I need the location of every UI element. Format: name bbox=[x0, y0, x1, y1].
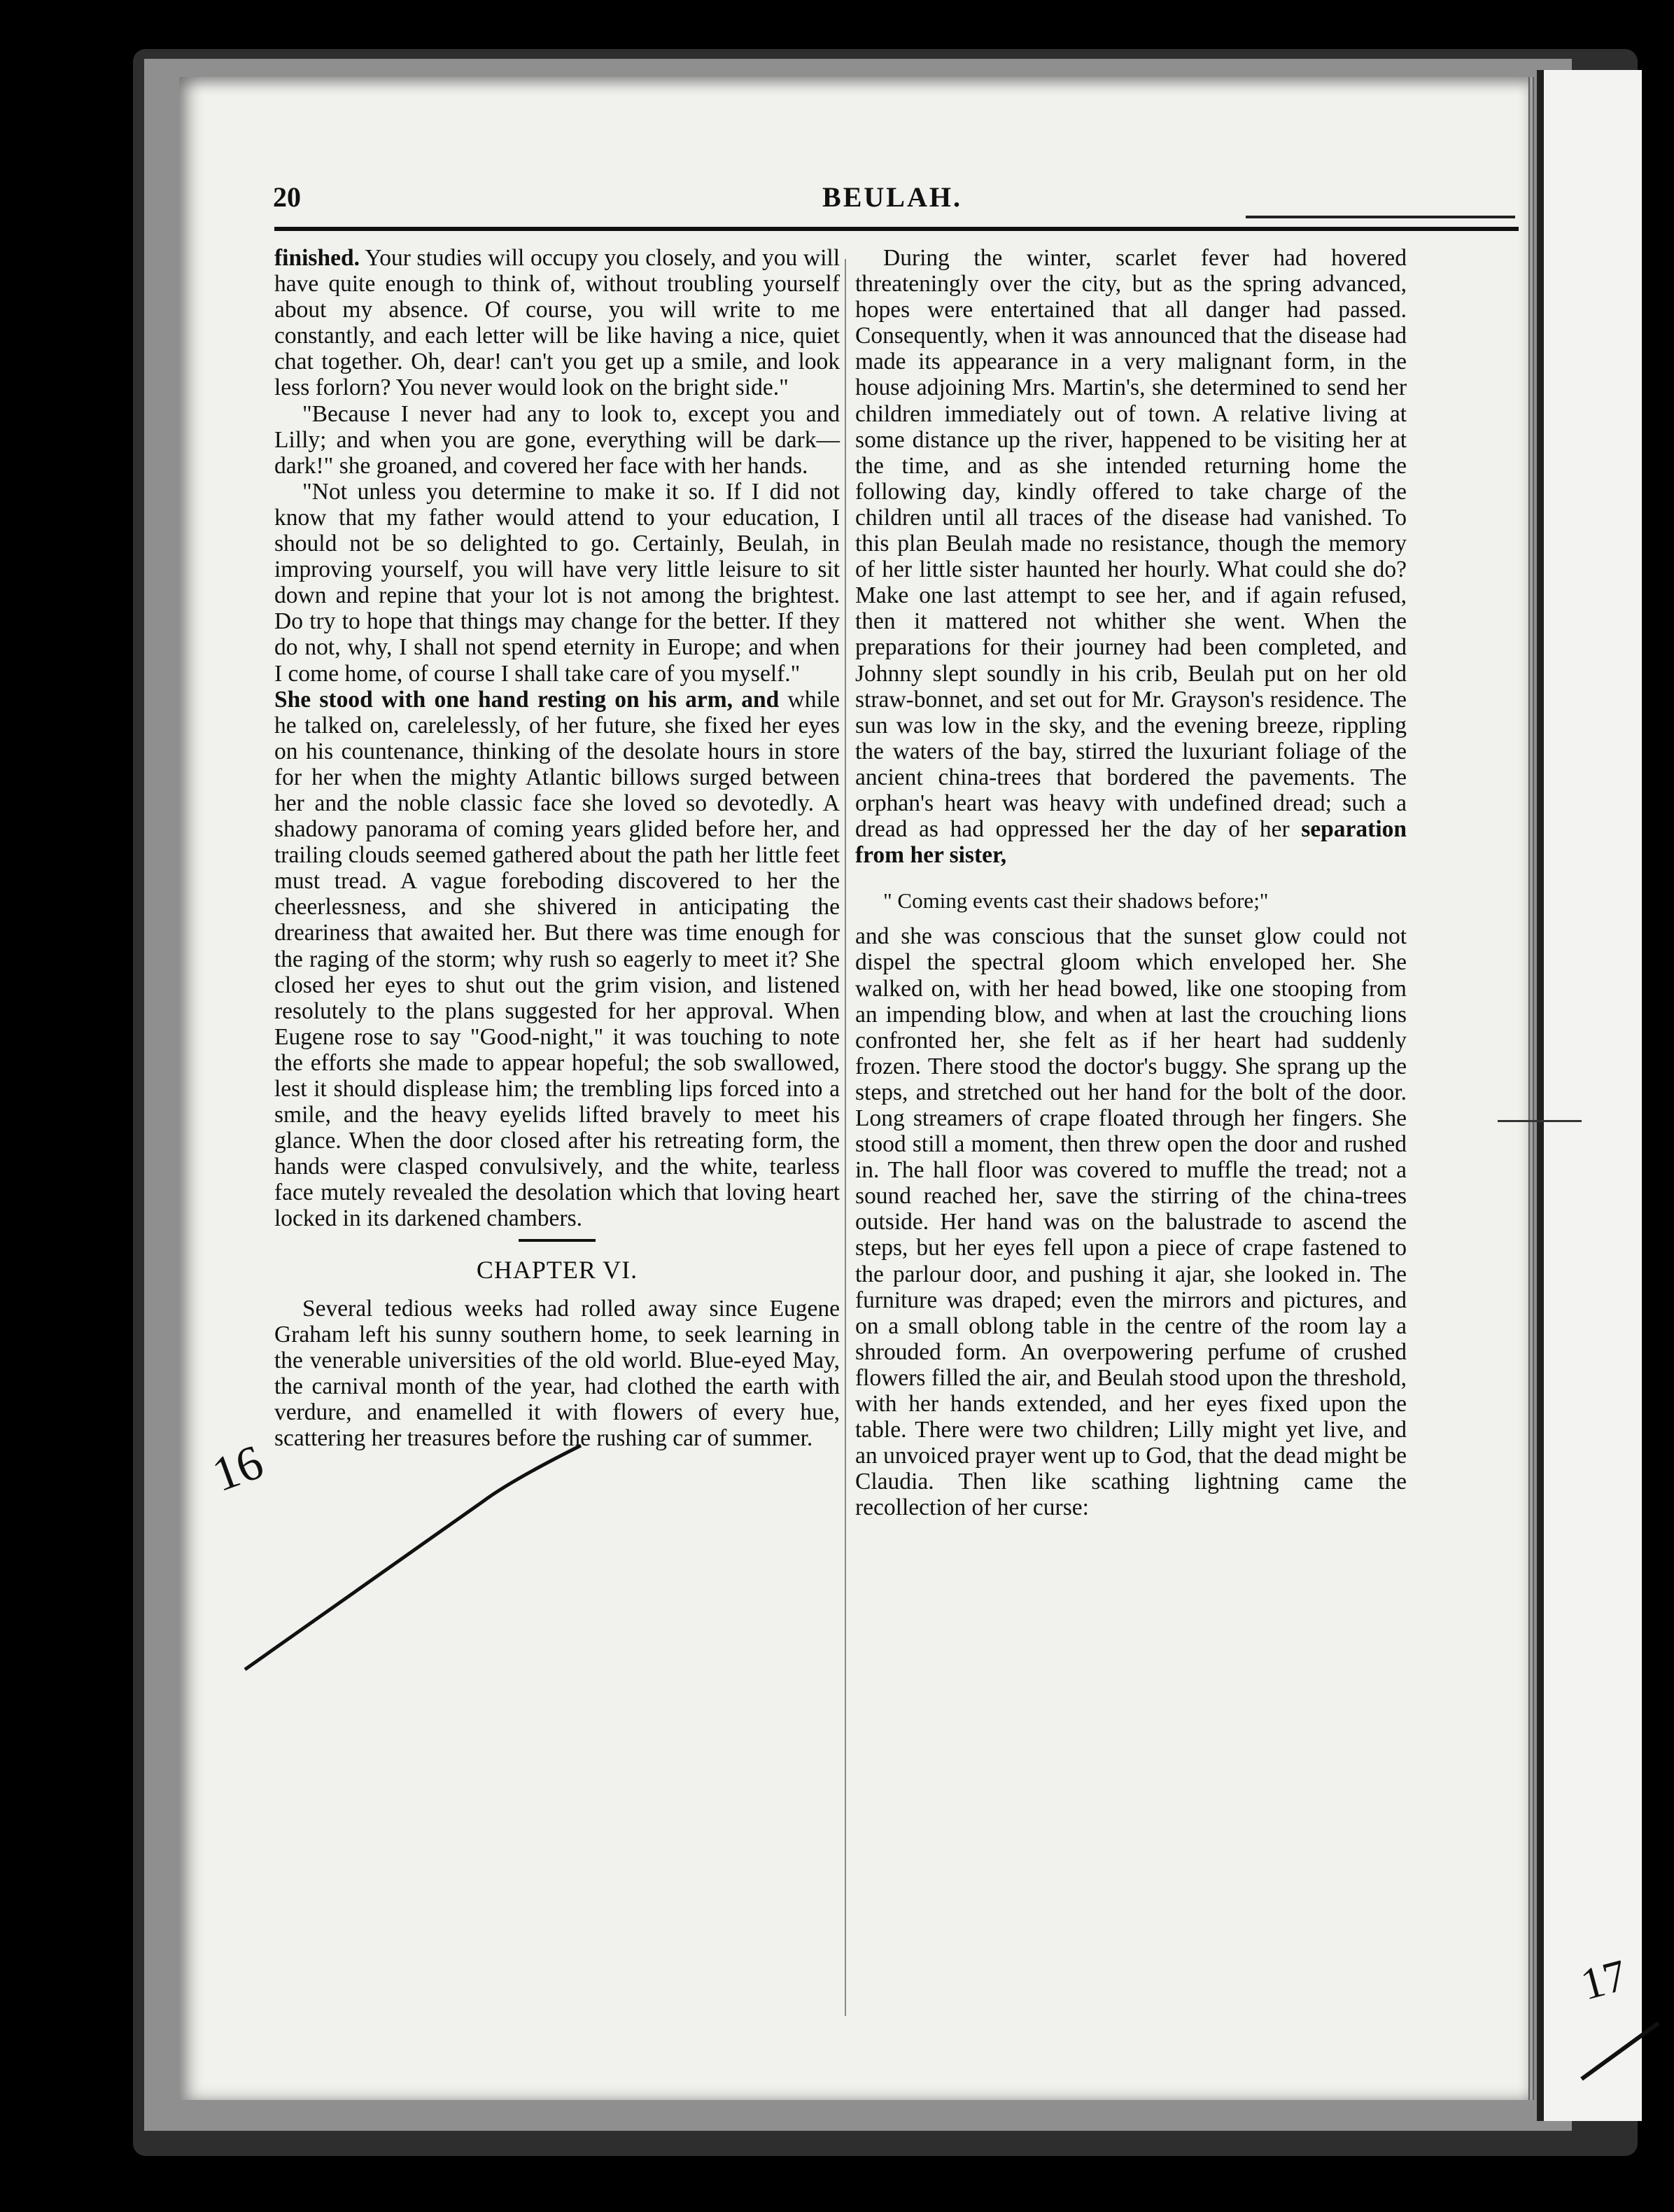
binding-stitch bbox=[1498, 1120, 1582, 1143]
column-divider bbox=[845, 259, 846, 2016]
paragraph bbox=[274, 245, 840, 401]
pencil-stroke bbox=[245, 1446, 581, 1670]
paragraph-lead: finished. bbox=[274, 245, 360, 271]
paragraph-end: separation from her sister, bbox=[855, 816, 1407, 869]
paragraph bbox=[274, 687, 840, 1232]
paragraph: Several tedious weeks had rolled away since Eugene Graham left his sunny southern home, to seek learning in the venerable universities of the old world. Blue-eyed May, the carnival month of the year, had clothed the earth with verdure, and enamelled it with flowers of every hue, scattering her treasures before the rushing car of summer. bbox=[274, 1295, 840, 1452]
page-number: 20 bbox=[273, 181, 301, 213]
page-gutter bbox=[1528, 77, 1534, 2100]
paragraph: and she was conscious that the sunset glow could not dispel the spectral gloom which enveloped her. She walked on, with her head bowed, like one stooping from an impending blow, and when at last the crouching lions confronted her, she felt as if her heart had suddenly frozen. There stood the doctor's buggy. She sprang up the steps, and stretched out her hand for the bolt of the door. Long streamers of crape floated through her fingers. She stood still a moment, then threw open the door and rushed in. The hall floor was covered to muffle the tread; not a sound reached her, save the stirring of the china-trees outside. Her hand was on the balustrade to ascend the steps, but her eyes fell upon a piece of crape fastened to the parlour door, and pushing it ajar, she looked in. The furniture was draped; even the mirrors and pictures, and on a small oblong table in the centre of the room lay a shrouded form. An overpowering perfume of crushed flowers filled the air, and Beulah stood upon the threshold, with her hands extended, and her eyes fixed upon the table. There were two children; Lilly might yet live, and an unvoiced prayer went up to God, that the dead might be Claudia. Then like scathing lightning came the recollection of her curse: bbox=[855, 923, 1407, 1521]
paragraph-text: Your studies will occupy you closely, and you will have quite enough to think of, without troubling yourself about my absence. Of course, you will write to me constantly, and each letter will be like having a nice, quiet chat together. Oh, dear! can't you get up a smile, and look less forlorn? You never would look on the bright side." bbox=[274, 245, 840, 401]
paragraph: "Not unless you determine to make it so. If I did not know that my father would attend to your education, I should not be so delighted to go. Certainly, Beulah, in improving yourself, you will have very little leisure to sit down and repine that your lot is not among the brightest. Do try to hope that things may change for the better. If they do not, why, I shall not spend eternity in Europe; and when I come home, of course I shall take care of you myself." bbox=[274, 478, 840, 687]
paragraph-text: while he talked on, carelelessly, of her future, she fixed her eyes on his countenance, thinking of the desolate hours in store for her when the mighty Atlantic billows surged between her and the noble classic face she loved so devotedly. A shadowy panorama of coming years glided before her, and trailing clouds seemed gathered about the path her little feet must tread. A vague foreboding discovered to her the cheerlessness, and she shivered in anticipating the dreariness that awaited her. But there was time enough for the raging of the storm; why rush so eagerly to meet it? She closed her eyes to shut out the grim vision, and listened resolutely to the plans suggested for her approval. When Eugene rose to say "Good-night," it was touching to note the efforts she made to appear hopeful; the sob swallowed, lest it should displease him; the trembling lips forced into a smile, and the heavy eyelids lifted bravely to meet his glance. When the door closed after his retreating form, the hands were clasped convulsively, and the white, tearless face mutely revealed the desolation which that loving heart locked in its darkened chambers. bbox=[274, 686, 840, 1232]
paragraph bbox=[855, 245, 1407, 868]
paragraph: "Because I never had any to look to, except you and Lilly; and when you are gone, everything will be dark—dark!" she groaned, and covered her face with her hands. bbox=[274, 400, 840, 479]
paragraph-text: During the winter, scarlet fever had hovered threateningly over the city, but as the spring advanced, hopes were entertained that all danger had passed. Consequently, when it was announced that the disease had made its appearance in a very malignant form, in the house adjoining Mrs. Martin's, she determined to send her children immediately out of town. A relative living at some distance up the river, happened to be visiting her at the time, and as she intended returning home the following day, kindly offered to take charge of the children until all traces of the disease had vanished. To this plan Beulah made no resistance, though the memory of her little sister haunted her hourly. What could she do? Make one last attempt to see her, and if again refused, then it mattered not whither she went. When the preparations for their journey had been completed, and Johnny slept soundly in his crib, Beulah put on her old straw-bonnet, and set out for Mr. Grayson's residence. The sun was low in the sky, and the evening breeze, rippling the waters of the bay, stirred the luxuriant foliage of the ancient china-trees that bordered the pavements. The orphan's heart was heavy with undefined dread; such a dread as had oppressed her the day of her bbox=[855, 245, 1407, 843]
handwritten-number-left: 16 bbox=[205, 1434, 270, 1503]
pencil-stroke bbox=[1582, 2023, 1659, 2079]
pencil-mark-left bbox=[205, 1434, 609, 1676]
right-column bbox=[855, 245, 1407, 1521]
paragraph-lead: She stood with one hand resting on his arm, and bbox=[274, 686, 780, 713]
pencil-mark-right bbox=[1575, 1946, 1666, 2086]
facing-page-edge bbox=[1537, 70, 1642, 2121]
quotation: " Coming events cast their shadows before;" bbox=[883, 888, 1269, 913]
chapter-ornament-rule bbox=[519, 1239, 596, 1242]
chapter-title: CHAPTER VI. bbox=[476, 1255, 638, 1284]
running-title: BEULAH. bbox=[822, 181, 962, 213]
handwritten-number-right: 17 bbox=[1575, 1949, 1632, 2010]
header-rule-secondary bbox=[1246, 216, 1515, 218]
header-rule bbox=[274, 227, 1519, 231]
left-column bbox=[274, 245, 840, 1451]
